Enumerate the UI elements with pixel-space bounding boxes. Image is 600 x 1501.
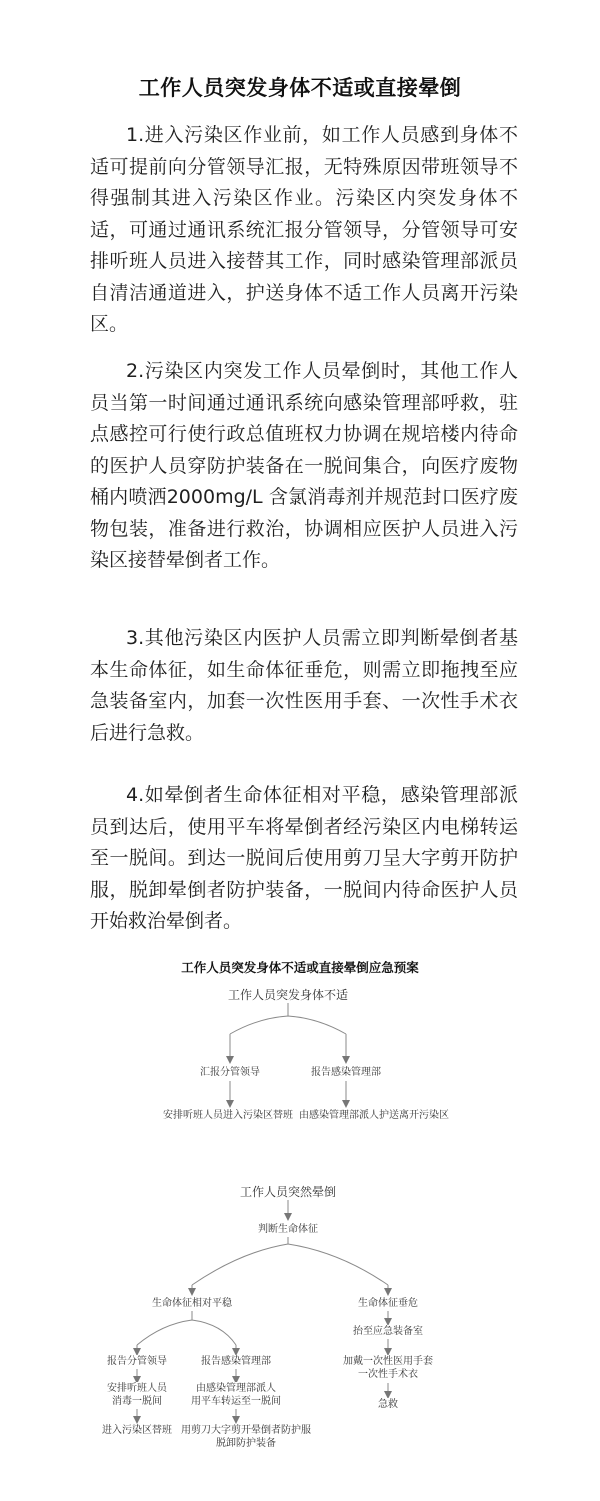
node-sudden-faint: 工作人员突然晕倒	[239, 1185, 337, 1199]
node-report-dept-2: 报告感染管理部	[201, 1356, 271, 1367]
node-report-leader-2: 报告分管领导	[107, 1356, 167, 1367]
node-report-dept: 报告感染管理部	[311, 1067, 381, 1078]
node-vitals-stable: 生命体征相对平稳	[152, 1298, 232, 1309]
node-add-gear-line2: 一次性手术衣	[358, 1369, 418, 1380]
node-cut-suit-line2: 脱卸防护装备	[216, 1438, 276, 1449]
node-report-leader: 汇报分管领导	[200, 1067, 260, 1078]
paragraph-1: 1.进入污染区作业前，如工作人员感到身体不适可提前向分管领导汇报，无特殊原因带班领导不得强制其进入污染区作业。污染区内突发身体不适，可通过通讯系统汇报分管领导，分管领导可安排听班人员进入接替其工作，同时感染管理部派员自清洁通道进入，护送身体不适工作人员离开污染区。	[90, 124, 518, 335]
connector-split-3	[137, 1320, 236, 1345]
document-title: 工作人员突发身体不适或直接晕倒	[138, 76, 462, 100]
node-arrange-line2: 消毒一脱间	[112, 1396, 162, 1407]
node-judge-vitals: 判断生命体征	[258, 1224, 318, 1235]
node-arrange-line1: 安排听班人员	[107, 1383, 167, 1394]
node-rescue: 急救	[378, 1399, 398, 1410]
node-escort-out: 由感染管理部派人护送离开污染区	[299, 1110, 449, 1121]
node-sudden-discomfort: 工作人员突发身体不适	[227, 988, 349, 1002]
node-add-gear-line1: 加戴一次性医用手套	[343, 1356, 433, 1367]
flowchart-title: 工作人员突发身体不适或直接晕倒应急预案	[181, 960, 419, 975]
connector-split-1	[230, 1016, 346, 1034]
connector-split-2	[192, 1244, 388, 1285]
paragraph-4: 4.如晕倒者生命体征相对平稳，感染管理部派员到达后，使用平车将晕倒者经污染区内电梯转运至一脱间。到达一脱间后使用剪刀呈大字剪开防护服，脱卸晕倒者防护装备，一脱间内待命医护人员开始救治晕倒者。	[90, 784, 518, 932]
node-arrange-replacement: 安排听班人员进入污染区替班	[163, 1110, 293, 1121]
node-cut-suit-line1: 用剪刀大字剪开晕倒者防护服	[181, 1425, 311, 1436]
node-carry-to-room: 抬至应急装备室	[353, 1326, 423, 1337]
node-dept-line1: 由感染管理部派人	[196, 1383, 276, 1394]
node-dept-line2: 用平车转运至一脱间	[191, 1396, 281, 1407]
paragraph-2: 2.污染区内突发工作人员晕倒时，其他工作人员当第一时间通过通讯系统向感染管理部呼救，驻点感控可行使行政总值班权力协调在规培楼内待命的医护人员穿防护装备在一脱间集合，向医疗废物桶内喷洒2000mg/L 含氯消毒剂并规范封口医疗废物包装，准备进行救治，协调相应医护人员进入污染区接替晕倒者工作。	[90, 360, 518, 571]
node-enter-replace: 进入污染区替班	[102, 1425, 172, 1436]
paragraph-3: 3.其他污染区内医护人员需立即判断晕倒者基本生命体征，如生命体征垂危，则需立即拖拽至应急装备室内，加套一次性医用手套、一次性手术衣后进行急救。	[90, 627, 518, 744]
node-vitals-critical: 生命体征垂危	[358, 1298, 418, 1309]
